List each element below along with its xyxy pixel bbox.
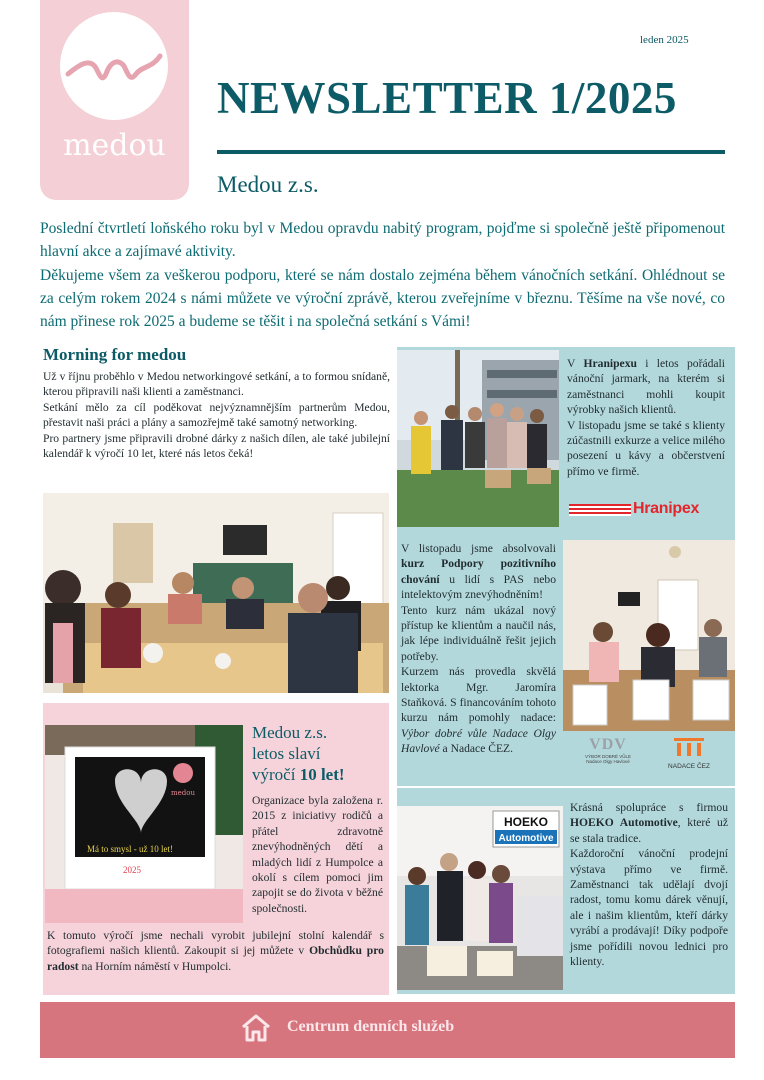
cez-mark-icon xyxy=(674,738,704,756)
cez-text: NADACE ČEZ xyxy=(668,763,710,770)
photo-calendar xyxy=(45,725,243,923)
hranipex-text xyxy=(567,356,725,479)
hoeko-sign-bottom: Automotive xyxy=(498,833,554,844)
vdv-logo xyxy=(583,736,633,776)
hoeko-text xyxy=(570,800,728,969)
hranipex-stripes-icon xyxy=(569,504,631,516)
intro-paragraph: Poslední čtvrtletí loňského roku byl v Medou opravdu nabitý program, pojďme si společně ještě připomenout hlavní akce a zajímavé aktivity. xyxy=(40,220,725,261)
course-name: kurz Podpory pozitivního chování xyxy=(401,557,556,586)
vdv-subtitle: VÝBOR DOBRÉ VŮLE xyxy=(584,754,631,759)
text-run: i letos pořádali vánoční jarmark, na kterém si zaměstnanci mohli koupit výrobky našich klientů. xyxy=(567,357,725,417)
vdv-mark: VDV xyxy=(589,736,627,753)
photo-hoeko-group xyxy=(397,806,563,990)
page-title: NEWSLETTER 1/2025 xyxy=(217,73,677,123)
morning-paragraph: Už v říjnu proběhlo v Medou networkingové setkání, a to formou snídaně, kterou připravili naši klienti a zaměstnanci. xyxy=(43,370,390,399)
text-run: K tomuto výročí jsme nechali vyrobit jubilejní stolní kalendář s fotografiemi našich klientů. Zakoupit si jej můžete v xyxy=(47,929,384,958)
photo-breakfast-meeting xyxy=(43,493,389,693)
anniversary-title-line xyxy=(252,764,345,785)
hranipex-logo xyxy=(569,502,727,518)
company-name: Hranipexu xyxy=(583,357,637,370)
text-run: na Horním náměstí v Humpolci. xyxy=(78,959,232,973)
intro-text xyxy=(40,217,725,333)
vdv-subtitle: Nadace Olgy Havlové xyxy=(586,759,630,764)
footer-bar xyxy=(40,1002,735,1058)
hoeko-paragraph: Každoroční vánoční prodejní výstava přímo ve firmě. Zaměstnanci tak udělají dvojí radost, tomu komu dárek věnují, ale i našim klientům, kteří dárky vyrábí a prodávají! Díky podpoře jsme pořídili novou lednici pro klienty. xyxy=(570,847,728,969)
course-text xyxy=(401,541,556,757)
hranipex-paragraph: V listopadu jsme se také s klienty zúčastnili exkurze a velice milého posezení u kávy a občerstvení přímo ve firmě. xyxy=(567,418,725,478)
text-run: , které už se stala tradice. xyxy=(570,816,728,845)
course-paragraph: Tento kurz nám ukázal nový přístup ke klientům a naučil nás, jak lépe individuálně řešit jejich potřeby. xyxy=(401,603,556,663)
course-paragraph xyxy=(401,664,556,756)
anniversary-years: 10 let! xyxy=(299,765,345,784)
title-divider xyxy=(217,150,725,154)
logo-name: medou xyxy=(63,128,166,163)
hranipex-paragraph xyxy=(567,356,725,418)
morning-paragraph: Pro partnery jsme připravili drobné dárky z našich dílen, ale také jubilejní kalendář k výročí 10 let, které nás letos čeká! xyxy=(43,431,390,461)
logo-panel xyxy=(40,0,189,200)
cez-logo xyxy=(660,738,718,770)
morning-text xyxy=(43,369,390,461)
issue-date: leden 2025 xyxy=(640,34,689,46)
anniversary-title-line: Medou z.s. xyxy=(252,723,328,742)
text-run: V xyxy=(567,357,584,370)
photo-hranipex-group xyxy=(397,350,559,527)
hoeko-sign-top: HOEKO xyxy=(503,815,549,829)
organization-name: Medou z.s. xyxy=(217,172,319,197)
foundation-name: Výbor dobré vůle Nadace Olgy Havlové xyxy=(401,726,556,756)
logo-mark-icon xyxy=(60,12,168,120)
calendar-year: 2025 xyxy=(123,865,141,875)
text-run: u lidí s PAS nebo intelektovým znevýhodněním! xyxy=(401,572,556,602)
company-name: HOEKO Automotive xyxy=(570,816,678,830)
text-run: výročí xyxy=(252,765,300,784)
calendar-brand: medou xyxy=(171,789,195,797)
anniversary-text: Organizace byla založena r. 2015 z iniciativy rodičů a přátel zdravotně znevýhodněných dětí a mladých lidí z Humpolce a okolí s cílem pomoci jim zapojit se do života v běžné společnosti. xyxy=(252,794,383,915)
section-title-morning: Morning for medou xyxy=(43,345,187,364)
text-run: V listopadu jsme absolvovali xyxy=(401,542,556,555)
calendar-text xyxy=(47,928,384,974)
morning-paragraph: Setkání mělo za cíl poděkovat nejvýznamnějším partnerům Medou, přestavit naši práci a plány a samozřejmě také samotný networking. xyxy=(43,400,390,430)
intro-paragraph: Děkujeme všem za veškerou podporu, které se nám dostalo zejména během vánočních setkání. Ohlédnout se za celým rokem 2024 s námi můžete ve výroční zprávě, kterou zveřejníme v březnu. Těšíme na vše nové, co nám přinese rok 2025 a budeme se těšit i na společná setkání s Vámi! xyxy=(40,266,725,331)
anniversary-title-line: letos slaví xyxy=(252,744,321,763)
course-paragraph xyxy=(401,541,556,603)
hoeko-paragraph xyxy=(570,800,728,846)
hranipex-logo-text: Hranipex xyxy=(633,500,700,517)
text-run: a Nadace ČEZ. xyxy=(439,742,514,756)
text-run: Kurzem nás provedla skvělá lektorka Mgr. Jaromíra Staňková. S financováním tohoto kurzu nám pomohly nadace: xyxy=(401,665,556,725)
photo-course-room xyxy=(563,540,735,731)
anniversary-title xyxy=(252,722,345,785)
home-icon xyxy=(240,1012,272,1044)
shop-name: Obchůdku pro radost xyxy=(47,944,384,973)
calendar-caption: Má to smysl - už 10 let! xyxy=(87,844,173,854)
footer-label: Centrum denních služeb xyxy=(287,1018,455,1035)
text-run: Krásná spolupráce s firmou xyxy=(570,801,728,814)
